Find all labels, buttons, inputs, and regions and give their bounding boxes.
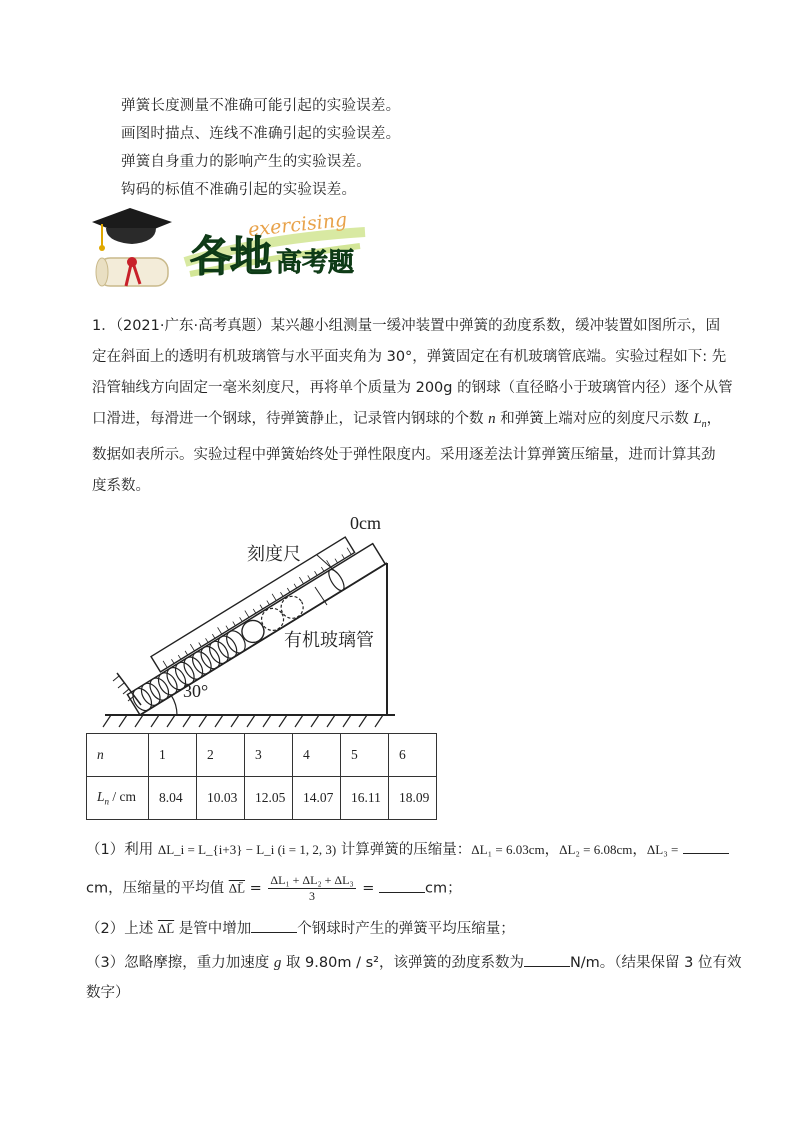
table-cell: 6 xyxy=(389,734,437,777)
average-fraction: $\frac{\text{ΔL₁ + ΔL₂ + ΔL₃}}{3}$ xyxy=(270,873,354,903)
problem-line-1: 1．（2021·广东·高考真题）某兴趣小组测量一缓冲装置中弹簧的劲度系数，缓冲装置如图所示，固 xyxy=(92,318,721,334)
question-2: （2）上述 ΔL̄ 是管中增加 个钢球时产生的弹簧平均压缩量； xyxy=(86,917,515,938)
banner-script-word: exercising xyxy=(247,208,349,242)
error-item-1: 弹簧长度测量不准确可能引起的实验误差。 xyxy=(121,98,401,114)
problem-statement xyxy=(92,311,733,502)
table-cell: 16.11 xyxy=(341,777,389,820)
table-cell: 14.07 xyxy=(293,777,341,820)
table-cell: 18.09 xyxy=(389,777,437,820)
banner-title-small: 高考题 xyxy=(276,248,355,278)
banner-title-big: 各地 xyxy=(190,232,271,281)
question-3-line-1: （3）忽略摩擦，重力加速度 g 取 9.80m / s²，该弹簧的劲度系数为 N/m。（结果保留 3 位有效 xyxy=(86,951,742,972)
problem-line-2: 定在斜面上的透明有机玻璃管与水平面夹角为 30°，弹簧固定在有机玻璃管底端。实验过程如下: 先 xyxy=(92,349,727,365)
error-item-3: 弹簧自身重力的影响产生的实验误差。 xyxy=(121,154,371,170)
table-cell: 3 xyxy=(245,734,293,777)
error-item-4: 钩码的标值不准确引起的实验误差。 xyxy=(121,182,357,198)
answer-blank-4[interactable] xyxy=(524,952,570,967)
table-cell: 10.03 xyxy=(197,777,245,820)
question-3-line-2: 数字） xyxy=(86,985,130,1001)
figure-label-zero: 0cm xyxy=(350,513,381,533)
table-cell: 12.05 xyxy=(245,777,293,820)
table-row-n xyxy=(87,734,437,777)
figure-label-tube: 有机玻璃管 xyxy=(284,630,374,651)
section-banner xyxy=(90,200,390,300)
table-cell: 1 xyxy=(149,734,197,777)
problem-line-4: 口滑进，每滑进一个钢球，待弹簧静止，记录管内钢球的个数 n 和弹簧上端对应的刻度尺示数 $L_n$， xyxy=(92,411,722,430)
table-cell: 4 xyxy=(293,734,341,777)
table-row-ln xyxy=(87,777,437,820)
apparatus-figure xyxy=(95,505,405,730)
table-header-ln: $L_n$ / cm xyxy=(87,777,149,820)
table-cell: 2 xyxy=(197,734,245,777)
problem-line-5: 数据如表所示。实验过程中弹簧始终处于弹性限度内。采用逐差法计算弹簧压缩量，进而计算其劲 xyxy=(92,446,716,463)
figure-label-ruler: 刻度尺 xyxy=(247,544,301,565)
answer-blank-2[interactable] xyxy=(379,878,425,893)
problem-line-3: 沿管轴线方向固定一毫米刻度尺，再将单个质量为 200g 的钢球（直径略小于玻璃管内径）逐个从管 xyxy=(92,380,733,396)
data-table xyxy=(86,733,437,820)
question-1-line-2: cm，压缩量的平均值 ΔL̄ = $\frac{\text{ΔL₁ + ΔL₂ + ΔL₃}}{3}$ = cm； xyxy=(86,873,462,903)
error-item-2: 画图时描点、连线不准确引起的实验误差。 xyxy=(121,126,401,142)
table-header-n: n xyxy=(87,734,149,777)
problem-line-6: 度系数。 xyxy=(92,477,150,494)
answer-blank-1[interactable] xyxy=(683,839,729,854)
table-cell: 5 xyxy=(341,734,389,777)
question-1-line-1: （1）利用 ΔL_i = L_{i+3} − L_i (i = 1, 2, 3) 计算弹簧的压缩量：ΔL₁ = 6.03cm，ΔL₂ = 6.08cm，ΔL₃ = xyxy=(86,838,729,859)
table-cell: 8.04 xyxy=(149,777,197,820)
answer-blank-3[interactable] xyxy=(251,918,297,933)
figure-label-angle: 30° xyxy=(183,681,209,701)
